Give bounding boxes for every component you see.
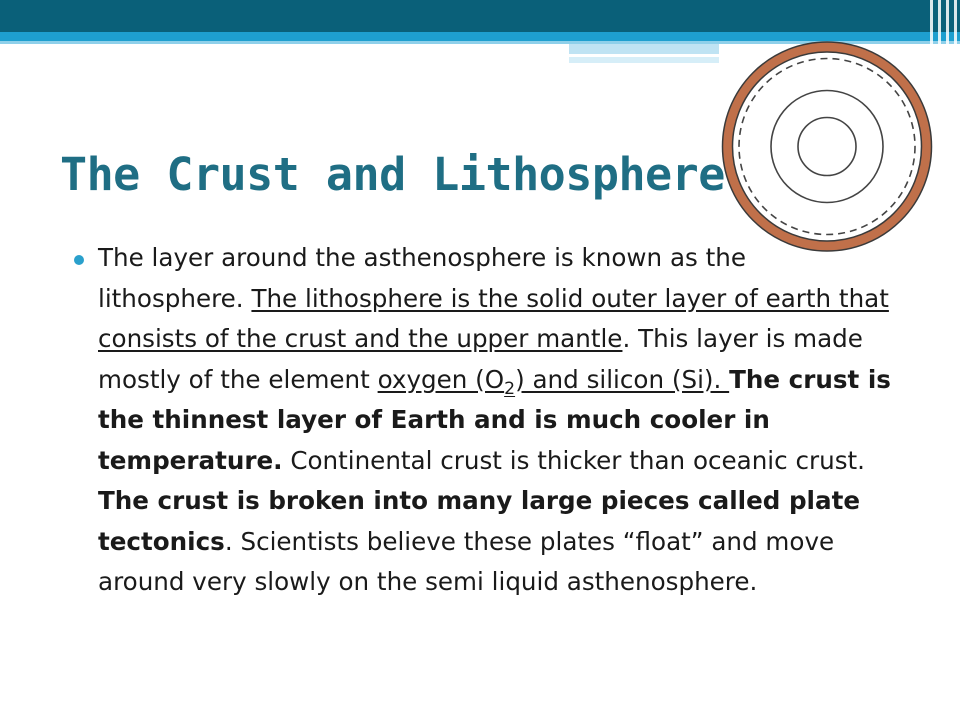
- text-oxygen: oxygen (O: [377, 364, 505, 394]
- text-plates-float: . Scientists believe these plates “float” and move around very slowly on the semi liquid asthenosphere.: [98, 526, 835, 596]
- text-oxygen-subscript: 2: [504, 378, 516, 399]
- bullet-list: [74, 238, 894, 603]
- text-silicon: ) and silicon (Si).: [515, 364, 730, 394]
- slide-title: The Crust and Lithosphere: [60, 148, 725, 201]
- bullet-item: [74, 238, 894, 603]
- header-stripe: [569, 44, 719, 54]
- earth-layers-diagram-icon: [721, 40, 933, 253]
- header-band: [0, 0, 960, 32]
- text-lithosphere-definition: The lithosphere is the solid outer layer of earth that consists of the crust and the upper mantle: [98, 283, 889, 353]
- text-intro: The layer around the asthenosphere is known as the lithosphere.: [98, 243, 747, 313]
- bullet-dot: [74, 255, 84, 265]
- text-continental-crust: Continental crust is thicker than oceanic crust.: [282, 445, 865, 475]
- bullet-text: [98, 243, 891, 596]
- header-stripe-thin: [569, 57, 719, 63]
- text-element-intro: . This layer is made mostly of the element: [98, 324, 863, 394]
- crust-ring: [728, 47, 927, 246]
- text-crust-thinnest: The crust is the thinnest layer of Earth and is much cooler in temperature.: [98, 364, 891, 475]
- text-plate-tectonics: The crust is broken into many large pieces called plate tectonics: [98, 486, 861, 556]
